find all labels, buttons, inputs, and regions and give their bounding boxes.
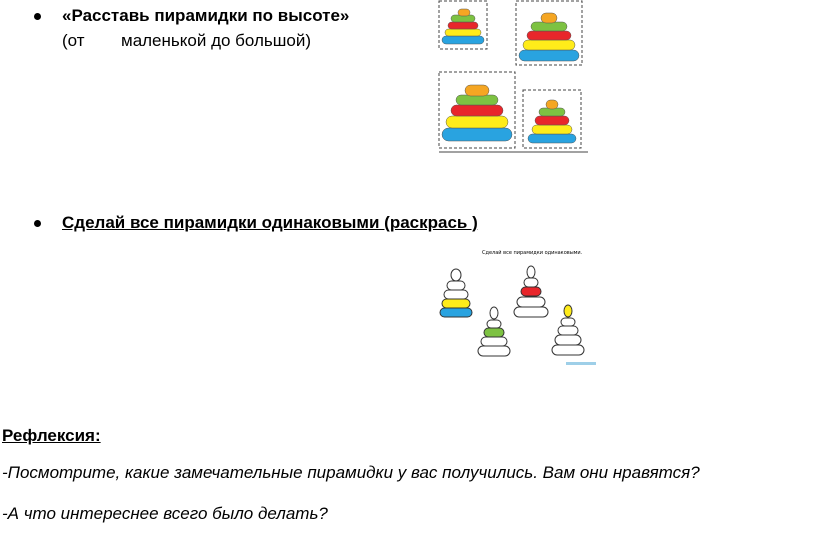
task1-subtitle-rest: маленькой до большой) [121, 31, 312, 50]
pyramid-colored-icon [440, 269, 472, 317]
bullet-task2 [34, 220, 41, 227]
task1-title: «Расставь пирамидки по высоте» [62, 6, 350, 25]
pyramid-smallest-icon [528, 100, 576, 143]
worksheet-watermark [566, 362, 596, 365]
pyramid-medium-icon [519, 13, 579, 61]
pyramids-sorting-image [436, 0, 596, 160]
reflection-heading: Рефлексия: [2, 426, 101, 445]
pyramid-large-icon [442, 85, 512, 141]
coloring-worksheet-image [436, 258, 616, 378]
reflection-question-2: -А что интереснее всего было делать? [2, 504, 328, 523]
task2-title: Сделай все пирамидки одинаковыми (раскрась ) [62, 213, 478, 232]
pyramid-green-ring-icon [478, 307, 510, 356]
pyramid-small-icon [442, 9, 484, 44]
bullet-task1 [34, 13, 41, 20]
pyramid-yellow-top-icon [552, 305, 584, 355]
pyramid-red-ring-icon [514, 266, 548, 317]
coloring-caption: Сделай все пирамидки одинаковыми. [482, 250, 583, 256]
task1-subtitle-prefix: (от [62, 31, 85, 50]
reflection-question-1: -Посмотрите, какие замечательные пирамидки у вас получились. Вам они нравятся? [2, 463, 700, 482]
